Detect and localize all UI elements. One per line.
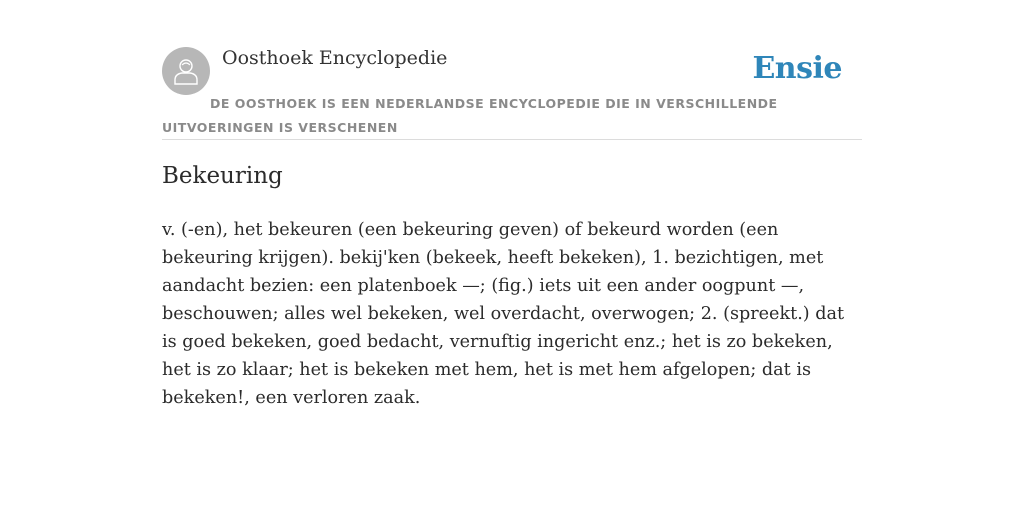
- user-icon: [171, 56, 201, 86]
- divider: [162, 139, 862, 140]
- entry-title: Bekeuring: [162, 163, 283, 189]
- source-name[interactable]: Oosthoek Encyclopedie: [222, 47, 448, 69]
- source-description: DE OOSTHOEK IS EEN NEDERLANDSE ENCYCLOPEDIE DIE IN VERSCHILLENDE UITVOERINGEN IS VERSCHENEN: [162, 96, 778, 135]
- source-avatar[interactable]: [162, 47, 210, 95]
- entry-body: v. (-en), het bekeuren (een bekeuring geven) of bekeurd worden (een bekeuring krijgen). bekij'ken (bekeek, heeft bekeken), 1. bezichtigen, met aandacht bezien: een platenboek —; (fig.) iets uit een ander oogpunt —, beschouwen; alles wel bekeken, wel overdacht, overwogen; 2. (spreekt.) dat is goed bekeken, goed bedacht, vernuftig ingericht enz.; het is zo bekeken, het is zo klaar; het is bekeken met hem, het is met hem afgelopen; dat is bekeken!, een verloren zaak.: [162, 220, 845, 408]
- ensie-logo[interactable]: Ensie: [752, 51, 842, 86]
